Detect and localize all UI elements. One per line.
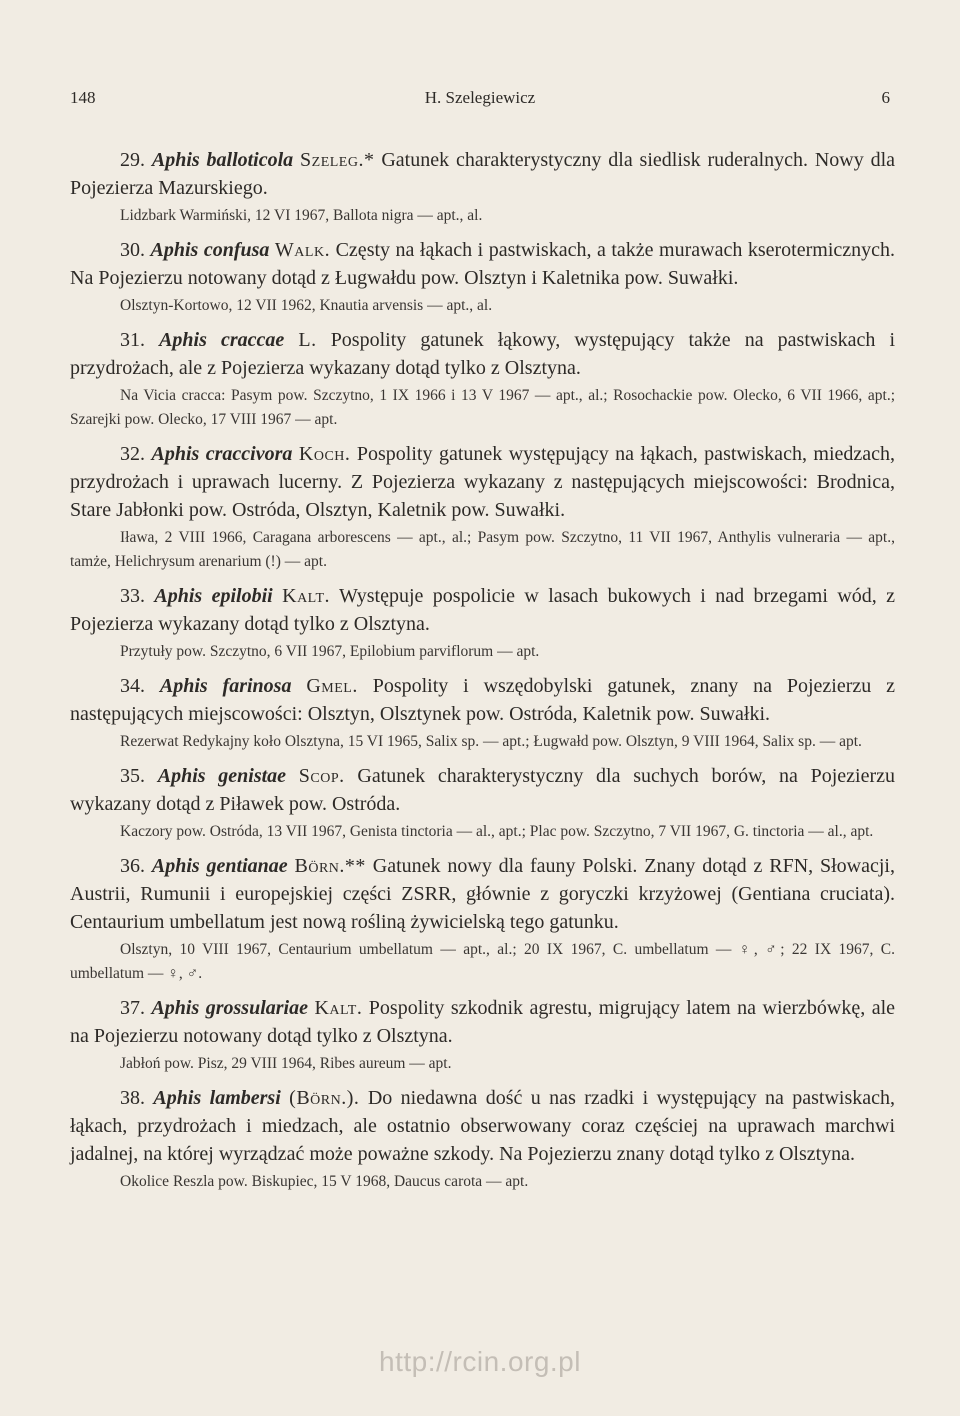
- species-author: Scop.: [298, 765, 345, 787]
- species-author: Koch.: [298, 443, 351, 465]
- watermark-url: http://rcin.org.pl: [379, 1346, 581, 1377]
- species-name: Aphis confusa: [150, 239, 270, 261]
- species-name: Aphis craccivora: [151, 443, 293, 465]
- entry-description: [70, 440, 895, 524]
- species-name: Aphis lambersi: [153, 1087, 281, 1109]
- entry-text: Pospolity i wszędobylski gatunek, znany na Pojezierzu z następujących miejscowości: Olsztyn, Olsztynek pow. Ostróda, Kaletnik pow. Suwałki.: [70, 675, 896, 725]
- entry-localities: Iława, 2 VIII 1966, Caragana arborescens — apt., al.; Pasym pow. Szczytno, 11 VII 1967, Anthylis vulneraria — apt., tamże, Helichrysum arenarium (!) — apt.: [70, 529, 895, 570]
- page-header: [70, 88, 890, 118]
- species-entry: [70, 1084, 895, 1194]
- entry-localities: Na Vicia cracca: Pasym pow. Szczytno, 1 IX 1966 i 13 V 1967 — apt., al.; Rosochackie pow. Olecko, 6 VII 1966, apt.; Szarejki pow. Olecko, 17 VIII 1967 — apt.: [70, 387, 895, 428]
- species-author: (Börn.).: [289, 1087, 360, 1109]
- entry-text: Częsty na łąkach i pastwiskach, a także murawach kserotermicznych. Na Pojezierzu notowany dotąd z Ługwałdu pow. Olsztyn i Kaletnika pow. Suwałki.: [70, 239, 896, 289]
- entry-number: 35.: [120, 765, 145, 787]
- entry-number: 34.: [120, 675, 145, 697]
- entry-number: 32.: [120, 443, 145, 465]
- entry-number: 31.: [120, 329, 145, 351]
- entry-number: 36.: [120, 855, 145, 877]
- entry-text: Występuje pospolicie w lasach bukowych i nad brzegami wód, z Pojezierza wykazany dotąd tylko z Olsztyna.: [70, 585, 896, 635]
- entry-description: [70, 582, 895, 638]
- section-number: 6: [881, 88, 890, 107]
- entry-description: [70, 672, 895, 728]
- entry-localities: Jabłoń pow. Pisz, 29 VIII 1964, Ribes aureum — apt.: [120, 1055, 452, 1072]
- species-entry: [70, 146, 895, 228]
- entry-localities: Lidzbark Warmiński, 12 VI 1967, Ballota nigra — apt., al.: [120, 207, 483, 224]
- species-entry: [70, 236, 895, 318]
- species-name: Aphis grossulariae: [151, 997, 308, 1019]
- species-author: Szeleg.*: [300, 149, 375, 171]
- species-author: Börn.**: [294, 855, 366, 877]
- entry-text: Gatunek charakterystyczny dla siedlisk ruderalnych. Nowy dla Pojezierza Mazurskiego.: [70, 149, 896, 199]
- species-author: Gmel.: [306, 675, 358, 697]
- entry-number: 38.: [120, 1087, 145, 1109]
- entry-description: [70, 1084, 895, 1168]
- entry-text: Do niedawna dość u nas rzadki i występujący na pastwiskach, łąkach, przydrożach i miedzach, ale ostatnio obserwowany coraz częściej na uprawach marchwi jadalnej, na której wyrządzać może poważne szkody. Na Pojezierzu znany dotąd tylko z Olsztyna.: [70, 1087, 896, 1165]
- entry-localities: Olsztyn, 10 VIII 1967, Centaurium umbellatum — apt., al.; 20 IX 1967, C. umbellatum — ♀, ♂; 22 IX 1967, C. umbellatum — ♀, ♂.: [70, 941, 895, 982]
- article-body: [70, 146, 895, 1202]
- entry-text: Gatunek charakterystyczny dla suchych borów, na Pojezierzu wykazany dotąd z Piławek pow. Ostróda.: [70, 765, 896, 815]
- entry-description: [70, 146, 895, 202]
- page-number: 148: [70, 88, 96, 107]
- species-name: Aphis craccae: [159, 329, 285, 351]
- entry-number: 37.: [120, 997, 145, 1019]
- species-name: Aphis gentianae: [151, 855, 288, 877]
- entry-number: 29.: [120, 149, 145, 171]
- entry-description: [70, 326, 895, 382]
- entry-localities: Okolice Reszla pow. Biskupiec, 15 V 1968, Daucus carota — apt.: [120, 1173, 529, 1190]
- entry-localities: Olsztyn-Kortowo, 12 VII 1962, Knautia arvensis — apt., al.: [120, 297, 493, 314]
- species-entry: [70, 672, 895, 754]
- species-entry: [70, 762, 895, 844]
- species-entry: [70, 852, 895, 986]
- entry-description: [70, 852, 895, 936]
- species-author: Kalt.: [314, 997, 363, 1019]
- species-name: Aphis farinosa: [159, 675, 292, 697]
- entry-number: 30.: [120, 239, 145, 261]
- species-author: Kalt.: [282, 585, 330, 607]
- species-entry: [70, 582, 895, 664]
- species-entry: [70, 994, 895, 1076]
- entry-text: Gatunek nowy dla fauny Polski. Znany dotąd z RFN, Słowacji, Austrii, Rumunii i europejskiej części ZSRR, głównie z goryczki krzyżowej (Gentiana cruciata). Centaurium umbellatum jest nową rośliną żywicielską tego gatunku.: [70, 855, 895, 933]
- entry-text: Pospolity gatunek występujący na łąkach, pastwiskach, miedzach, przydrożach i uprawach lucerny. Z Pojezierza wykazany z następujących miejscowości: Brodnica, Stare Jabłonki pow. Ostróda, Olsztyn, Kaletnik pow. Suwałki.: [70, 443, 896, 521]
- entry-description: [70, 762, 895, 818]
- species-entry: [70, 326, 895, 432]
- species-name: Aphis genistae: [157, 765, 287, 787]
- species-author: Walk.: [274, 239, 331, 261]
- entry-description: [70, 236, 895, 292]
- entry-number: 33.: [120, 585, 145, 607]
- entry-description: [70, 994, 895, 1050]
- running-title: H. Szelegiewicz: [424, 88, 536, 107]
- species-name: Aphis balloticola: [151, 149, 294, 171]
- entry-text: Pospolity szkodnik agrestu, migrujący latem na wierzbówkę, ale na Pojezierzu notowany dotąd tylko z Olsztyna.: [70, 997, 896, 1047]
- entry-localities: Przytuły pow. Szczytno, 6 VII 1967, Epilobium parviflorum — apt.: [120, 643, 540, 660]
- entry-localities: Rezerwat Redykajny koło Olsztyna, 15 VI 1965, Salix sp. — apt.; Ługwałd pow. Olsztyn, 9 VIII 1964, Salix sp. — apt.: [120, 733, 862, 750]
- species-author: L.: [298, 329, 317, 351]
- species-entry: [70, 440, 895, 574]
- entry-text: Pospolity gatunek łąkowy, występujący także na pastwiskach i przydrożach, ale z Pojezierza wykazany dotąd tylko z Olsztyna.: [70, 329, 896, 379]
- species-name: Aphis epilobii: [154, 585, 273, 607]
- entry-localities: Kaczory pow. Ostróda, 13 VII 1967, Genista tinctoria — al., apt.; Plac pow. Szczytno, 7 VII 1967, G. tinctoria — al., apt.: [120, 823, 874, 840]
